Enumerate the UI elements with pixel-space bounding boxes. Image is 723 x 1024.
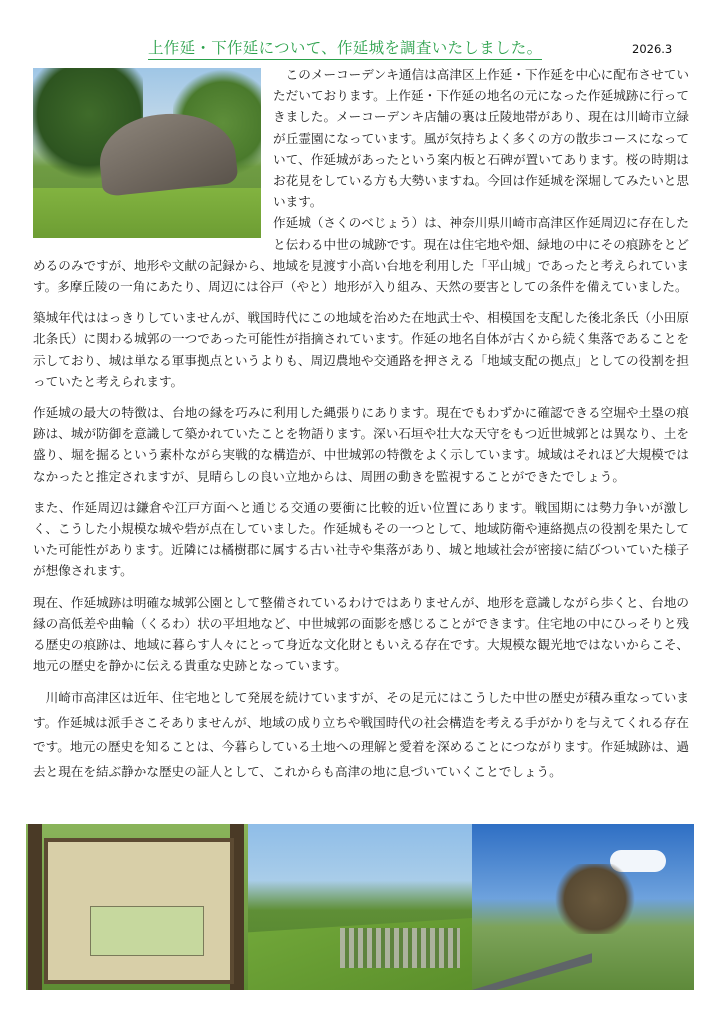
paragraph-conclusion: 川崎市高津区は近年、住宅地として発展を続けていますが、その足元にはこうした中世の歴史が積み重なっています。作延城は派手さこそありませんが、地域の成り立ちや戦国時代の社会構造を考える手がかりを与えてくれる存在です。地元の歴史を知ることは、今暮らしている土地への理解と愛着を深めることにつながります。作延城跡は、過去と現在を結ぶ静かな歴史の証人として、これからも高津の地に息づいていくことでしょう。 (33, 690, 689, 779)
photo-gallery (26, 824, 694, 990)
cemetery-photo (472, 824, 694, 990)
paragraph-present: 現在、作延城跡は明確な城郭公園として整備されているわけではありませんが、地形を意識しながら歩くと、台地の縁の高低差や曲輪（くるわ）状の平坦地など、中世城郭の面影を感じることができます。住宅地の中にひっそりと残る歴史の痕跡は、地域に暮らす人々にとって身近な文化財ともいえる存在です。大規模な観光地ではないからこそ、地元の歴史を静かに伝える貴重な史跡となっています。 (33, 594, 690, 674)
paragraph-location: また、作延周辺は鎌倉や江戸方面へと通じる交通の要衝に比較的近い位置にあります。戦国期には勢力争いが激しく、こうした小規模な城や砦が点在していました。作延城もその一つとして、地域防衛や連絡拠点の役割を果たしていた可能性があります。近隣には橘樹郡に属する古い社寺や集落があり、城と地域社会が密接に結びついていた様子が想像されます。 (33, 499, 689, 579)
page-title: 上作延・下作延について、作延城を調査いたしました。 (148, 36, 542, 60)
hill-park-photo (248, 824, 472, 990)
paragraph-features: 作延城の最大の特徴は、台地の縁を巧みに利用した縄張りにあります。現在でもわずかに確認できる空堀や土塁の痕跡は、城が防御を意識して築かれていたことを物語ります。深い石垣や壮大な天守をもつ近世城郭とは異なり、土を盛り、堀を掘るという素朴ながら実戦的な構造が、中世城郭の特徴をよく示しています。城域はそれほど大規模ではなかったと推定されますが、見晴らしの良い立地からは、周囲の動きを監視することができたでしょう。 (33, 405, 689, 484)
info-board-map (90, 906, 204, 956)
paragraph-history: 築城年代ははっきりしていませんが、戦国時代にこの地域を治めた在地武士や、相模国を支配した後北条氏（小田原北条氏）に関わる城郭の一つであった可能性が指摘されています。作延の地名自体が古くから続く集落であることを示しており、城は単なる軍事拠点というよりも、周辺農地や交通路を押さえる「地域支配の拠点」としての役割を担っていたと考えられます。 (33, 310, 689, 389)
issue-date: 2026.3 (632, 42, 673, 56)
info-board-photo (26, 824, 248, 990)
article-body (33, 64, 689, 794)
paragraph-intro: このメーコーデンキ通信は高津区上作延・下作延を中心に配布させていただいております。上作延・下作延の地名の元になった作延城跡に行ってきました。メーコーデンキ店舗の裏は丘陵地帯があり、現在は川崎市立緑が丘霊園になっています。風が気持ちよく多くの方の散歩コースになっていて、作延城があったという案内板と石碑が置いてあります。桜の時期はお花見をしている方も大勢いますね。今回は作延城を深堀してみたいと思います。 (273, 67, 689, 210)
paragraph-overview: 作延城（さくのべじょう）は、神奈川県川崎市高津区作延周辺に存在したと伝わる中世の城跡です。現在は住宅地や畑、緑地の中にその痕跡をとどめるのみですが、地形や文献の記録から、地域を見渡す小高い台地を利用した「平山城」であったと考えられています。多摩丘陵の一角にあたり、周辺には谷戸（やと）地形が入り組み、天然の要害としての条件を備えていました。 (33, 215, 689, 295)
stone-monument-photo (33, 68, 261, 238)
